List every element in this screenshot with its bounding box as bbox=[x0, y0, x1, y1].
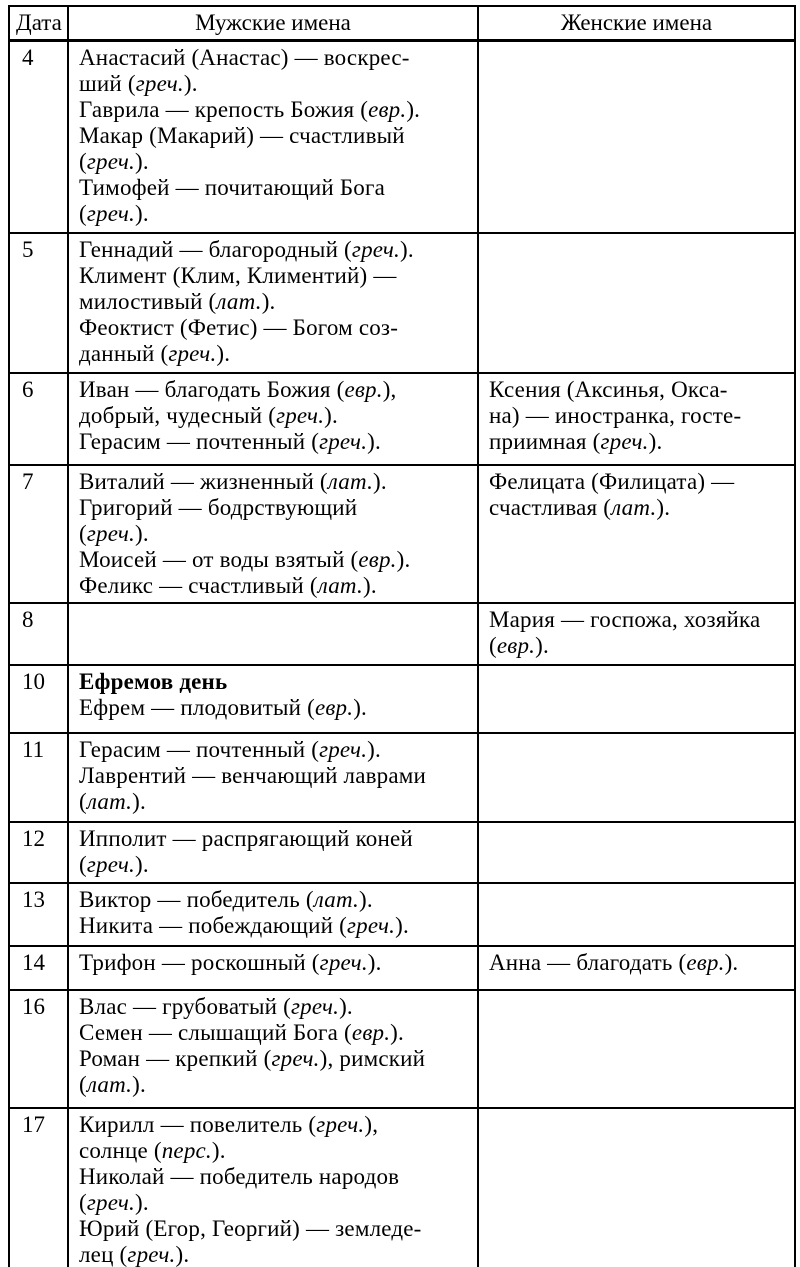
name-entry-line: Влас — грубоватый (греч.). bbox=[79, 993, 353, 1019]
table-row bbox=[9, 603, 795, 665]
name-entry-line: (греч.). bbox=[79, 149, 149, 174]
male-names-cell bbox=[68, 41, 478, 233]
table-row bbox=[9, 990, 795, 1108]
name-entry-line: Геннадий — благородный (греч.). bbox=[79, 236, 414, 262]
female-names-cell bbox=[478, 883, 795, 946]
male-names-cell bbox=[68, 990, 478, 1108]
column-header-date: Дата bbox=[9, 6, 68, 41]
female-names-cell bbox=[478, 822, 795, 883]
name-entry-line: (лат.). bbox=[79, 788, 146, 814]
female-names-cell bbox=[478, 733, 795, 822]
name-entry-line: (евр.). bbox=[489, 632, 549, 658]
table-row bbox=[9, 665, 795, 733]
name-entry-line: Гаврила — крепость Божия (евр.). bbox=[79, 97, 421, 122]
name-entry-line: Иван — благодать Божия (евр.), bbox=[79, 376, 397, 402]
table-row bbox=[9, 373, 795, 465]
date-cell: 4 bbox=[9, 41, 68, 233]
name-entry-line: (греч.). bbox=[79, 201, 149, 226]
date-cell: 11 bbox=[9, 733, 68, 822]
date-cell: 17 bbox=[9, 1108, 68, 1267]
name-entry-line: Герасим — почтенный (греч.). bbox=[79, 736, 381, 762]
name-entry-line: Юрий (Егор, Георгий) — земледе- bbox=[79, 1215, 422, 1241]
name-entry-line: Лаврентий — венчающий лаврами bbox=[79, 762, 427, 788]
date-cell: 16 bbox=[9, 990, 68, 1108]
name-entry-line: Григорий — бодрствующий bbox=[79, 494, 358, 520]
name-entry-line: добрый, чудесный (греч.). bbox=[79, 402, 338, 428]
table-row bbox=[9, 946, 795, 990]
name-entry-line: Виталий — жизненный (лат.). bbox=[79, 468, 387, 494]
name-entry-line: Климент (Клим, Климентий) — bbox=[79, 262, 397, 288]
male-names-cell bbox=[68, 822, 478, 883]
male-names-cell bbox=[68, 373, 478, 465]
date-cell: 14 bbox=[9, 946, 68, 990]
name-entry-line: Ефрем — плодовитый (евр.). bbox=[79, 694, 367, 720]
name-entry-line: (лат.). bbox=[79, 1071, 146, 1097]
table-row bbox=[9, 883, 795, 946]
name-day-table bbox=[8, 5, 796, 1267]
name-entry-line: Трифон — роскошный (греч.). bbox=[79, 949, 382, 975]
name-entry-line: Анна — благодать (евр.). bbox=[489, 949, 739, 975]
female-names-cell bbox=[478, 990, 795, 1108]
name-entry-line: Ипполит — распрягающий коней bbox=[79, 825, 413, 851]
date-cell: 13 bbox=[9, 883, 68, 946]
table-row bbox=[9, 822, 795, 883]
female-names-cell bbox=[478, 1108, 795, 1267]
date-cell: 10 bbox=[9, 665, 68, 733]
female-names-cell bbox=[478, 373, 795, 465]
name-entry-line: Семен — слышащий Бога (евр.). bbox=[79, 1019, 404, 1045]
table-row bbox=[9, 41, 795, 233]
name-entry-line: (греч.). bbox=[79, 1189, 149, 1215]
female-names-cell bbox=[478, 233, 795, 373]
name-entry-line: Ефремов день bbox=[79, 668, 228, 694]
table-header bbox=[9, 6, 795, 41]
name-entry-line: (греч.). bbox=[79, 851, 149, 877]
name-entry-line: Мария — госпожа, хозяйка bbox=[489, 606, 761, 632]
male-names-cell bbox=[68, 883, 478, 946]
date-cell: 5 bbox=[9, 233, 68, 373]
name-entry-line: Герасим — почтенный (греч.). bbox=[79, 428, 381, 454]
name-entry-line: Фелицата (Филицата) — bbox=[489, 468, 735, 494]
name-entry-line: Никита — побеждающий (греч.). bbox=[79, 912, 409, 938]
male-names-cell bbox=[68, 1108, 478, 1267]
header-row bbox=[9, 6, 795, 41]
date-cell: 7 bbox=[9, 465, 68, 603]
male-names-cell bbox=[68, 665, 478, 733]
male-names-cell bbox=[68, 603, 478, 665]
table-body bbox=[9, 41, 795, 1267]
name-entry-line: ший (греч.). bbox=[79, 71, 198, 96]
date-cell: 6 bbox=[9, 373, 68, 465]
male-names-cell bbox=[68, 946, 478, 990]
table-row bbox=[9, 465, 795, 603]
name-entry-line: лец (греч.). bbox=[79, 1241, 190, 1267]
male-names-cell bbox=[68, 233, 478, 373]
name-entry-line: Николай — победитель народов bbox=[79, 1163, 400, 1189]
table-row bbox=[9, 1108, 795, 1267]
female-names-cell bbox=[478, 946, 795, 990]
table-row bbox=[9, 733, 795, 822]
table-row bbox=[9, 233, 795, 373]
name-entry-line: счастливая (лат.). bbox=[489, 494, 671, 520]
name-entry-line: милостивый (лат.). bbox=[79, 288, 276, 314]
female-names-cell bbox=[478, 41, 795, 233]
name-entry-line: Тимофей — почитающий Бога bbox=[79, 175, 385, 200]
female-names-cell bbox=[478, 665, 795, 733]
name-entry-line: Роман — крепкий (греч.), римский bbox=[79, 1045, 426, 1071]
female-names-cell bbox=[478, 603, 795, 665]
female-names-cell bbox=[478, 465, 795, 603]
name-entry-line: на) — иностранка, госте- bbox=[489, 402, 742, 428]
male-names-cell bbox=[68, 465, 478, 603]
name-entry-line: солнце (перс.). bbox=[79, 1137, 226, 1163]
name-entry-line: Макар (Макарий) — счастливый bbox=[79, 123, 405, 148]
name-entry-line: Феоктист (Фетис) — Богом соз- bbox=[79, 314, 399, 340]
name-entry-line: Ксения (Аксинья, Окса- bbox=[489, 376, 728, 402]
name-entry-line: Виктор — победитель (лат.). bbox=[79, 886, 373, 912]
name-entry-line: Феликс — счастливый (лат.). bbox=[79, 572, 377, 598]
date-cell: 8 bbox=[9, 603, 68, 665]
date-cell: 12 bbox=[9, 822, 68, 883]
name-entry-line: данный (греч.). bbox=[79, 340, 231, 366]
column-header-male-names: Мужские имена bbox=[68, 6, 478, 41]
name-entry-line: Кирилл — повелитель (греч.), bbox=[79, 1111, 379, 1137]
name-entry-line: (греч.). bbox=[79, 520, 149, 546]
name-entry-line: Моисей — от воды взятый (евр.). bbox=[79, 546, 411, 572]
name-entry-line: приимная (греч.). bbox=[489, 428, 663, 454]
name-entry-line: Анастасий (Анастас) — воскрес- bbox=[79, 45, 410, 70]
column-header-female-names: Женские имена bbox=[478, 6, 795, 41]
male-names-cell bbox=[68, 733, 478, 822]
